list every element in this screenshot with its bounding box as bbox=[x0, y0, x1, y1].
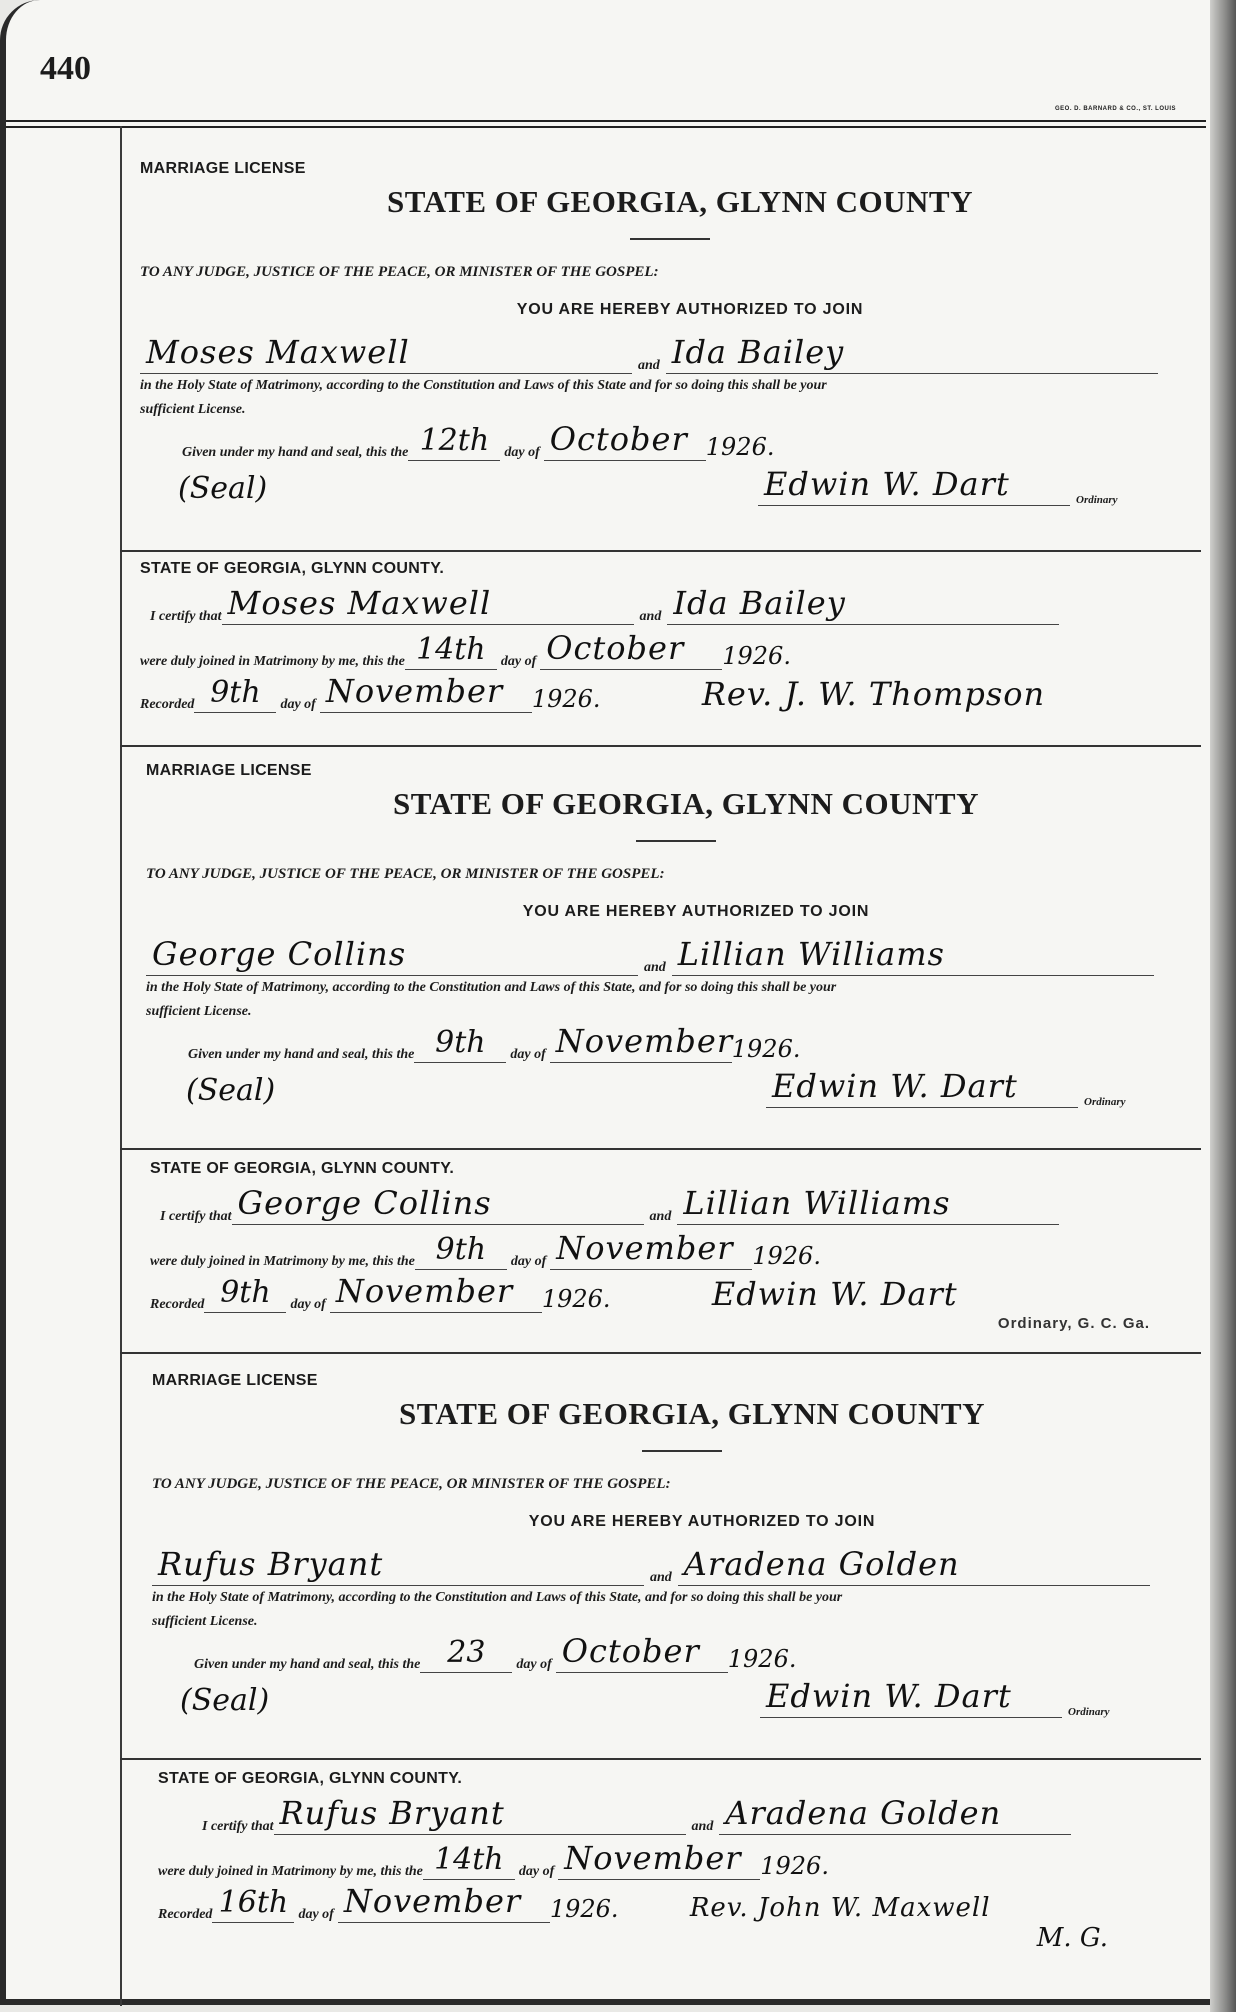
joined-month: November bbox=[550, 1229, 752, 1270]
cert-title: STATE OF GEORGIA, GLYNN COUNTY. bbox=[150, 1160, 455, 1177]
certify-label: I certify that bbox=[202, 1819, 274, 1834]
title-rule bbox=[642, 1450, 722, 1452]
certificate-2 bbox=[150, 1160, 1210, 1332]
joined-line bbox=[158, 1839, 1218, 1880]
cert-bride: Aradena Golden bbox=[719, 1794, 1071, 1835]
recorded-day: 9th bbox=[194, 675, 276, 713]
marriage-entry-2 bbox=[146, 762, 1206, 1108]
joined-month: October bbox=[540, 629, 722, 670]
given-prefix: Given under my hand and seal, this the bbox=[188, 1047, 415, 1062]
ordinary-label: Ordinary bbox=[1068, 1706, 1110, 1718]
recorded-line bbox=[150, 1272, 1210, 1313]
to-line: TO ANY JUDGE, JUSTICE OF THE PEACE, OR MINISTER OF THE GOSPEL: bbox=[140, 264, 659, 280]
entry-divider bbox=[120, 1758, 1201, 1760]
officiant-signature: Edwin W. Dart bbox=[711, 1275, 958, 1313]
ordinary-signature: Edwin W. Dart bbox=[766, 1067, 1078, 1108]
ordinary-label: Ordinary bbox=[1084, 1096, 1126, 1108]
and-label: and bbox=[638, 358, 660, 373]
recorded-label: Recorded bbox=[140, 697, 195, 712]
holy-state-text: in the Holy State of Matrimony, according to the Constitution and Laws of this State and for so doing this shall be your bbox=[140, 378, 827, 393]
certify-label: I certify that bbox=[160, 1209, 232, 1224]
recorded-line bbox=[158, 1882, 1218, 1923]
cert-bride: Lillian Williams bbox=[677, 1184, 1059, 1225]
cert-groom: Moses Maxwell bbox=[222, 584, 634, 625]
joined-day: 14th bbox=[405, 632, 497, 670]
bride-name: Lillian Williams bbox=[672, 935, 1154, 976]
authorized-line: YOU ARE HEREBY AUTHORIZED TO JOIN bbox=[528, 1513, 876, 1530]
recorded-label: Recorded bbox=[150, 1297, 205, 1312]
officiant-title: M. G. bbox=[1036, 1923, 1108, 1953]
recorded-day-of: day of bbox=[298, 1907, 334, 1922]
given-year: 1926. bbox=[727, 1645, 797, 1673]
given-day-of: day of bbox=[516, 1657, 552, 1672]
joined-label: were duly joined in Matrimony by me, this the bbox=[150, 1254, 415, 1269]
officiant-signature: Rev. John W. Maxwell bbox=[689, 1893, 991, 1923]
marriage-entry-1 bbox=[140, 160, 1200, 506]
officiant-signature: Rev. J. W. Thompson bbox=[701, 675, 1046, 713]
recorded-year: 1926. bbox=[541, 1285, 611, 1313]
page-number: 440 bbox=[40, 50, 91, 87]
given-month: October bbox=[544, 420, 706, 461]
seal-mark: (Seal) bbox=[180, 1683, 270, 1718]
cert-groom: Rufus Bryant bbox=[274, 1794, 686, 1835]
license-title: STATE OF GEORGIA, GLYNN COUNTY bbox=[392, 786, 979, 821]
names-line bbox=[152, 1545, 1212, 1586]
top-rule-double bbox=[6, 126, 1206, 128]
holy-state-text: in the Holy State of Matrimony, according to the Constitution and Laws of this State, and for so doing this shall be your bbox=[146, 980, 837, 995]
to-line: TO ANY JUDGE, JUSTICE OF THE PEACE, OR MINISTER OF THE GOSPEL: bbox=[146, 866, 665, 882]
ordinary-label: Ordinary bbox=[1076, 494, 1118, 506]
given-line bbox=[182, 420, 1200, 461]
joined-day: 9th bbox=[415, 1232, 507, 1270]
names-line bbox=[146, 935, 1206, 976]
joined-month: November bbox=[558, 1839, 760, 1880]
cert-and: and bbox=[691, 1819, 714, 1834]
license-label: MARRIAGE LICENSE bbox=[140, 160, 306, 177]
given-line bbox=[188, 1022, 1206, 1063]
joined-label: were duly joined in Matrimony by me, this the bbox=[140, 654, 405, 669]
certify-line bbox=[160, 1184, 1210, 1225]
book-gutter bbox=[1210, 0, 1236, 2012]
joined-line bbox=[150, 1229, 1210, 1270]
top-rule bbox=[6, 120, 1206, 122]
entry-divider bbox=[120, 1352, 1201, 1354]
joined-day: 14th bbox=[423, 1842, 515, 1880]
authorized-line: YOU ARE HEREBY AUTHORIZED TO JOIN bbox=[516, 301, 864, 318]
given-line bbox=[194, 1632, 1212, 1673]
certificate-3 bbox=[158, 1770, 1218, 1953]
joined-year: 1926. bbox=[722, 642, 791, 670]
cert-bride: Ida Bailey bbox=[667, 584, 1059, 625]
recorded-month: November bbox=[338, 1882, 550, 1923]
certify-label: I certify that bbox=[150, 609, 222, 624]
sufficient-text: sufficient License. bbox=[140, 402, 246, 417]
printer-imprint: GEO. D. BARNARD & CO., ST. LOUIS bbox=[1054, 106, 1176, 112]
holy-state-text: in the Holy State of Matrimony, according to the Constitution and Laws of this State, and for so doing this shall be your bbox=[152, 1590, 843, 1605]
cert-and: and bbox=[639, 609, 662, 624]
joined-line bbox=[140, 629, 1200, 670]
seal-line bbox=[140, 465, 1200, 506]
given-day: 23 bbox=[420, 1635, 512, 1673]
joined-year: 1926. bbox=[760, 1852, 829, 1880]
recorded-day: 9th bbox=[204, 1275, 286, 1313]
given-month: November bbox=[550, 1022, 732, 1063]
recorded-day: 16th bbox=[212, 1885, 294, 1923]
groom-name: Rufus Bryant bbox=[152, 1545, 644, 1586]
bride-name: Ida Bailey bbox=[666, 333, 1158, 374]
ordinary-stamp: Ordinary, G. C. Ga. bbox=[997, 1315, 1150, 1332]
ordinary-signature: Edwin W. Dart bbox=[758, 465, 1070, 506]
recorded-line bbox=[140, 672, 1200, 713]
recorded-month: November bbox=[330, 1272, 542, 1313]
ordinary-signature: Edwin W. Dart bbox=[760, 1677, 1062, 1718]
joined-label: were duly joined in Matrimony by me, this the bbox=[158, 1864, 423, 1879]
certify-line bbox=[150, 584, 1200, 625]
given-year: 1926. bbox=[731, 1035, 801, 1063]
recorded-year: 1926. bbox=[531, 685, 601, 713]
recorded-label: Recorded bbox=[158, 1907, 213, 1922]
sufficient-text: sufficient License. bbox=[146, 1004, 252, 1019]
and-label: and bbox=[650, 1570, 672, 1585]
given-day-of: day of bbox=[504, 445, 540, 460]
certificate-1 bbox=[140, 560, 1200, 713]
license-label: MARRIAGE LICENSE bbox=[146, 762, 312, 779]
given-year: 1926. bbox=[705, 433, 775, 461]
seal-mark: (Seal) bbox=[186, 1073, 276, 1108]
given-day-of: day of bbox=[510, 1047, 546, 1062]
title-rule bbox=[630, 238, 710, 240]
sufficient-text: sufficient License. bbox=[152, 1614, 258, 1629]
to-line: TO ANY JUDGE, JUSTICE OF THE PEACE, OR MINISTER OF THE GOSPEL: bbox=[152, 1476, 671, 1492]
joined-day-of: day of bbox=[510, 1254, 547, 1269]
seal-line bbox=[152, 1677, 1212, 1718]
certify-line bbox=[202, 1794, 1218, 1835]
bride-name: Aradena Golden bbox=[678, 1545, 1150, 1586]
entry-divider bbox=[120, 550, 1201, 552]
recorded-day-of: day of bbox=[280, 697, 316, 712]
seal-mark: (Seal) bbox=[178, 471, 268, 506]
cert-and: and bbox=[649, 1209, 672, 1224]
names-line bbox=[140, 333, 1200, 374]
authorized-line: YOU ARE HEREBY AUTHORIZED TO JOIN bbox=[522, 903, 870, 920]
recorded-year: 1926. bbox=[549, 1895, 619, 1923]
seal-line bbox=[146, 1067, 1206, 1108]
entry-divider bbox=[120, 745, 1201, 747]
license-label: MARRIAGE LICENSE bbox=[152, 1372, 318, 1389]
and-label: and bbox=[644, 960, 666, 975]
given-prefix: Given under my hand and seal, this the bbox=[194, 1657, 421, 1672]
license-title: STATE OF GEORGIA, GLYNN COUNTY bbox=[386, 184, 973, 219]
cert-title: STATE OF GEORGIA, GLYNN COUNTY. bbox=[158, 1770, 463, 1787]
groom-name: George Collins bbox=[146, 935, 638, 976]
given-prefix: Given under my hand and seal, this the bbox=[182, 445, 409, 460]
given-day: 12th bbox=[408, 423, 500, 461]
joined-day-of: day of bbox=[500, 654, 537, 669]
cert-groom: George Collins bbox=[232, 1184, 644, 1225]
groom-name: Moses Maxwell bbox=[140, 333, 632, 374]
title-rule bbox=[636, 840, 716, 842]
given-month: October bbox=[556, 1632, 728, 1673]
recorded-day-of: day of bbox=[290, 1297, 326, 1312]
recorded-month: November bbox=[320, 672, 532, 713]
entry-divider bbox=[120, 1148, 1201, 1150]
license-title: STATE OF GEORGIA, GLYNN COUNTY bbox=[398, 1396, 985, 1431]
cert-title: STATE OF GEORGIA, GLYNN COUNTY. bbox=[140, 560, 445, 577]
marriage-entry-3 bbox=[152, 1372, 1212, 1718]
joined-day-of: day of bbox=[518, 1864, 555, 1879]
joined-year: 1926. bbox=[752, 1242, 821, 1270]
margin-line bbox=[120, 126, 122, 2006]
given-day: 9th bbox=[414, 1025, 506, 1063]
